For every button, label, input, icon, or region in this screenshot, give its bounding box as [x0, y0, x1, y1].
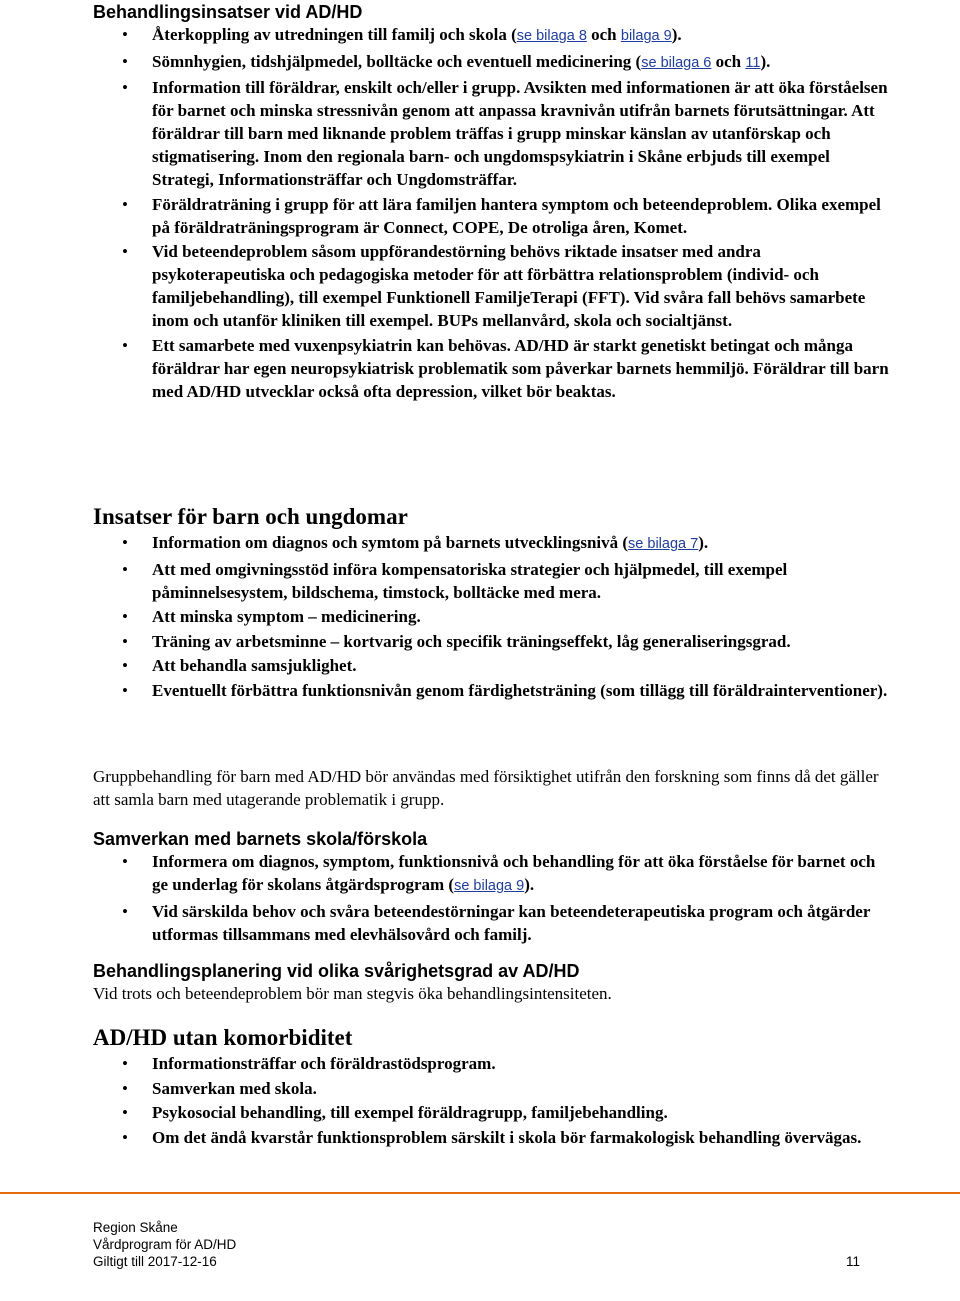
footer-divider [0, 1192, 960, 1194]
paragraph-trots: Vid trots och beteendeproblem bör man stegvis öka behandlingsintensiteten. [93, 984, 612, 1003]
bullet-list [93, 1052, 861, 1149]
bullet-list [93, 850, 893, 946]
section-heading: Insatser för barn och ungdomar [93, 504, 408, 529]
list-item-text: Informera om diagnos, symptom, funktionsnivå och behandling för att öka förståelse för barnet och ge underlag för skolans åtgärdsprogram ( [152, 852, 876, 894]
footer-org: Region Skåne [93, 1220, 178, 1235]
footer-program: Vårdprogram för AD/HD [93, 1237, 237, 1252]
list-item [93, 850, 893, 898]
list-item [93, 679, 893, 702]
bullet-list [93, 23, 893, 403]
list-item [93, 23, 893, 48]
list-item-text: ). [760, 51, 771, 71]
list-item [93, 900, 893, 946]
list-item [93, 1101, 861, 1124]
bilaga-link[interactable]: se bilaga 6 [641, 54, 712, 71]
list-item-text: ). [698, 533, 709, 552]
section-heading: Behandlingsplanering vid olika svårighetsgrad av AD/HD [93, 961, 580, 981]
bilaga-link[interactable]: bilaga 9 [620, 28, 672, 44]
list-item [93, 654, 893, 677]
list-item-text: Att med omgivningsstöd införa kompensatoriska strategier och hjälpmedel, till exempel påminnelsesystem, bildschema, timstock, bolltäcke med mera. [152, 559, 788, 602]
footer-validity: Giltigt till 2017-12-16 [93, 1254, 217, 1269]
list-item-text: Återkoppling av utredningen till familj och skola ( [152, 25, 517, 44]
list-item-text: Vid beteendeproblem såsom uppförandestörning behövs riktade insatser med andra psykoterapeutiska och pedagogiska metoder för att förbättra relationsproblem (individ- och familjebehandling), till exempel Funktionell FamiljeTerapi (FFT). Vid svåra fall behövs samarbete inom och utanför kliniken till exempel. BUPs mellanvård, skola och socialtjänst. [152, 242, 866, 330]
list-item [93, 531, 893, 556]
list-item [93, 605, 893, 628]
section-heading: Behandlingsinsatser vid AD/HD [93, 2, 363, 22]
list-item [93, 240, 893, 332]
paragraph-gruppbehandling: Gruppbehandling för barn med AD/HD bör användas med försiktighet utifrån den forskning som finns då det gäller att samla barn med utagerande problematik i grupp. [93, 767, 879, 809]
list-item-text: Samverkan med skola. [152, 1078, 317, 1098]
list-item [93, 76, 893, 191]
list-item-text: Eventuellt förbättra funktionsnivån genom färdighetsträning (som tillägg till föräldrainterventioner). [152, 680, 888, 700]
list-item [93, 1077, 861, 1100]
list-item-text: och [586, 25, 621, 44]
list-item-text: Att minska symptom – medicinering. [152, 607, 421, 626]
section-insatser-barn [93, 503, 893, 703]
list-item-text: Föräldraträning i grupp för att lära familjen hantera symptom och beteendeproblem. Olika exempel på föräldraträningsprogram är Connect, COPE, De otroliga åren, Komet. [152, 194, 881, 237]
list-item [93, 334, 893, 403]
list-item-text: Psykosocial behandling, till exempel föräldragrupp, familjebehandling. [152, 1103, 668, 1122]
section-behandlingsinsatser [93, 1, 893, 404]
section-utan-komorbiditet [93, 1024, 861, 1150]
list-item [93, 193, 893, 239]
list-item-text: Vid särskilda behov och svåra beteendestörningar kan beteendeterapeutiska program och åtgärder utformas tillsammans med elevhälsovård och familj. [152, 901, 871, 944]
list-item-text: Träning av arbetsminne – kortvarig och specifik träningseffekt, låg generaliseringsgrad. [152, 631, 791, 651]
bullet-list [93, 531, 893, 702]
bilaga-link[interactable]: 11 [745, 54, 761, 71]
page-footer [93, 1219, 868, 1270]
section-samverkan-skola [93, 828, 893, 947]
section-heading: AD/HD utan komorbiditet [93, 1025, 353, 1050]
list-item-text: Information till föräldrar, enskilt och/eller i grupp. Avsikten med informationen är att öka förståelsen för barnet och minska stressnivån genom att anpassa kravnivån utifrån barnets förutsättningar. Att föräldrar till barn med liknande problem träffas i grupp minskar känslan av utanförskap och stigmatisering. Inom den regionala barn- och ungdomspsykiatrin i Skåne erbjuds till exempel Strategi, Informationsträffar och Ungdomsträffar. [152, 78, 888, 189]
list-item-text: Sömnhygien, tidshjälpmedel, bolltäcke och eventuell medicinering ( [152, 51, 642, 71]
list-item-text: ). [671, 25, 682, 44]
list-item-text: Information om diagnos och symtom på barnets utvecklingsnivå ( [152, 533, 629, 552]
page-number: 11 [845, 1254, 860, 1269]
bilaga-link[interactable]: se bilaga 9 [454, 878, 525, 894]
list-item-text: Om det ändå kvarstår funktionsproblem särskilt i skola bör farmakologisk behandling övervägas. [152, 1127, 862, 1147]
section-heading: Samverkan med barnets skola/förskola [93, 829, 428, 849]
list-item-text: och [711, 51, 746, 71]
list-item [93, 630, 893, 653]
bilaga-link[interactable]: se bilaga 7 [628, 536, 699, 552]
list-item-text: Att behandla samsjuklighet. [152, 656, 357, 675]
list-item [93, 50, 893, 75]
list-item [93, 1126, 861, 1149]
list-item-text: Ett samarbete med vuxenpsykiatrin kan behövas. AD/HD är starkt genetiskt betingat och många föräldrar har egen neuropsykiatrisk problematik som påverkar barnets hemmiljö. Föräldrar till barn med AD/HD utvecklar också ofta depression, vilket bör beaktas. [152, 335, 889, 401]
list-item-text: ). [524, 875, 535, 894]
bilaga-link[interactable]: se bilaga 8 [516, 28, 587, 44]
list-item [93, 1052, 861, 1075]
section-behandlingsplanering [93, 960, 612, 1005]
list-item [93, 558, 893, 604]
list-item-text: Informationsträffar och föräldrastödsprogram. [152, 1054, 496, 1073]
